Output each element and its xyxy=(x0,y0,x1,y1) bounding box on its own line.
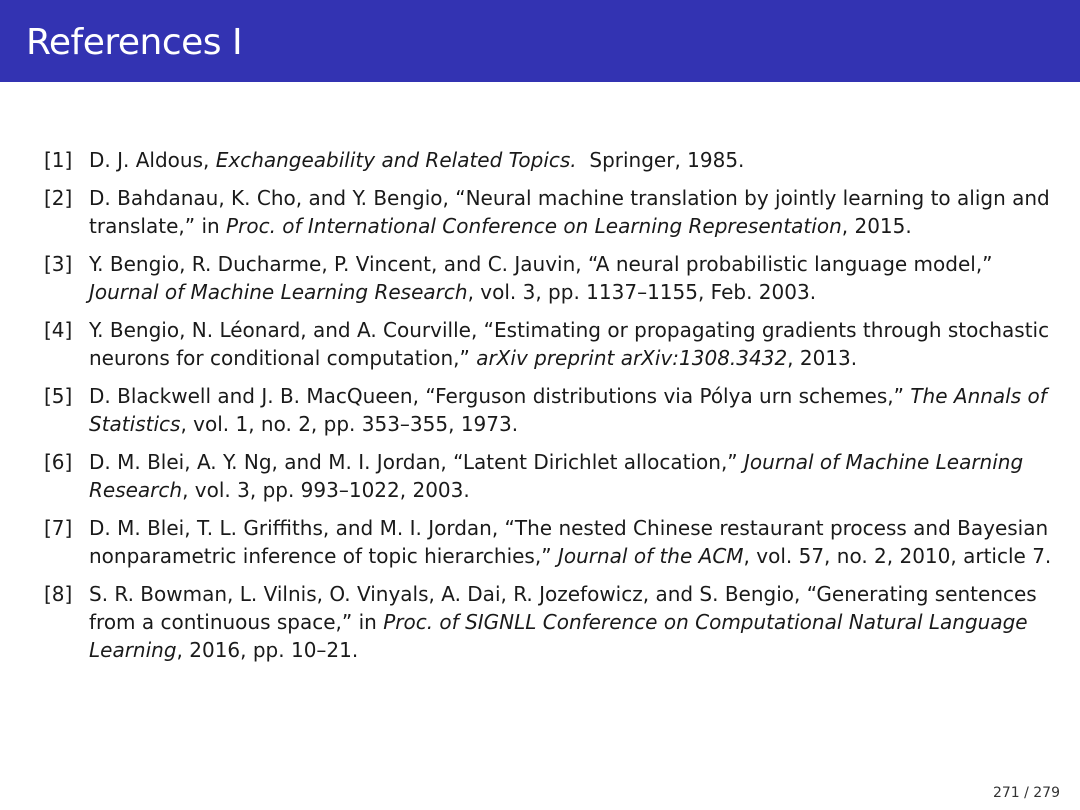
reference-number: [8] xyxy=(44,582,73,606)
reference-text xyxy=(89,580,1052,664)
reference-venue: Journal of Machine Learning Research xyxy=(89,280,468,304)
reference-authors-title: D. J. Aldous, xyxy=(89,148,216,172)
reference-authors-title: D. Blackwell and J. B. MacQueen, “Ferguson distributions via Pólya urn schemes,” xyxy=(89,384,911,408)
reference-text xyxy=(89,184,1052,240)
reference-venue: arXiv preprint arXiv:1308.3432 xyxy=(476,346,788,370)
title-bar xyxy=(0,0,1080,82)
reference-number: [2] xyxy=(44,186,73,210)
reference-venue: Exchangeability and Related Topics. xyxy=(215,148,577,172)
reference-text xyxy=(89,514,1052,570)
reference-item xyxy=(0,448,1052,504)
reference-details: , vol. 3, pp. 993–1022, 2003. xyxy=(182,478,470,502)
reference-venue: Journal of the ACM xyxy=(557,544,744,568)
reference-text xyxy=(89,146,1052,174)
reference-item xyxy=(0,580,1052,664)
reference-number: [1] xyxy=(44,148,73,172)
reference-venue: The Annals of Statistics xyxy=(89,384,1047,436)
reference-venue: Proc. of International Conference on Learning Representation xyxy=(226,214,842,238)
reference-details: Springer, 1985. xyxy=(576,148,745,172)
reference-number: [3] xyxy=(44,252,73,276)
reference-authors-title: S. R. Bowman, L. Vilnis, O. Vinyals, A. Dai, R. Jozefowicz, and S. Bengio, “Generating sentences from a continuous space,” in xyxy=(89,582,1037,634)
reference-item xyxy=(0,316,1052,372)
reference-authors-title: D. M. Blei, T. L. Griffiths, and M. I. Jordan, “The nested Chinese restaurant process and Bayesian nonparametric inference of topic hierarchies,” xyxy=(89,516,1049,568)
reference-authors-title: Y. Bengio, R. Ducharme, P. Vincent, and C. Jauvin, “A neural probabilistic language model,” xyxy=(89,252,993,276)
reference-list xyxy=(0,146,1080,674)
reference-number: [7] xyxy=(44,516,73,540)
reference-text xyxy=(89,448,1052,504)
slide-title: References I xyxy=(26,22,243,63)
reference-details: , vol. 57, no. 2, 2010, article 7. xyxy=(743,544,1052,568)
reference-details: , 2015. xyxy=(841,214,912,238)
reference-details: , 2013. xyxy=(787,346,858,370)
reference-venue: Journal of Machine Learning Research xyxy=(89,450,1024,502)
reference-text xyxy=(89,316,1052,372)
reference-item xyxy=(0,146,1052,174)
reference-details: , vol. 1, no. 2, pp. 353–355, 1973. xyxy=(180,412,519,436)
page-number: 271 / 279 xyxy=(992,785,1060,801)
reference-item xyxy=(0,382,1052,438)
reference-authors-title: D. Bahdanau, K. Cho, and Y. Bengio, “Neural machine translation by jointly learning to align and translate,” in xyxy=(89,186,1050,238)
reference-text xyxy=(89,250,1052,306)
reference-text xyxy=(89,382,1052,438)
reference-venue: Proc. of SIGNLL Conference on Computational Natural Language Learning xyxy=(89,610,1028,662)
reference-item xyxy=(0,184,1052,240)
reference-number: [5] xyxy=(44,384,73,408)
reference-details: , vol. 3, pp. 1137–1155, Feb. 2003. xyxy=(467,280,817,304)
reference-item xyxy=(0,250,1052,306)
reference-details: , 2016, pp. 10–21. xyxy=(176,638,359,662)
reference-item xyxy=(0,514,1052,570)
reference-number: [6] xyxy=(44,450,73,474)
reference-number: [4] xyxy=(44,318,73,342)
reference-authors-title: Y. Bengio, N. Léonard, and A. Courville, “Estimating or propagating gradients through stochastic neurons for conditional computation,” xyxy=(89,318,1050,370)
reference-authors-title: D. M. Blei, A. Y. Ng, and M. I. Jordan, “Latent Dirichlet allocation,” xyxy=(89,450,745,474)
